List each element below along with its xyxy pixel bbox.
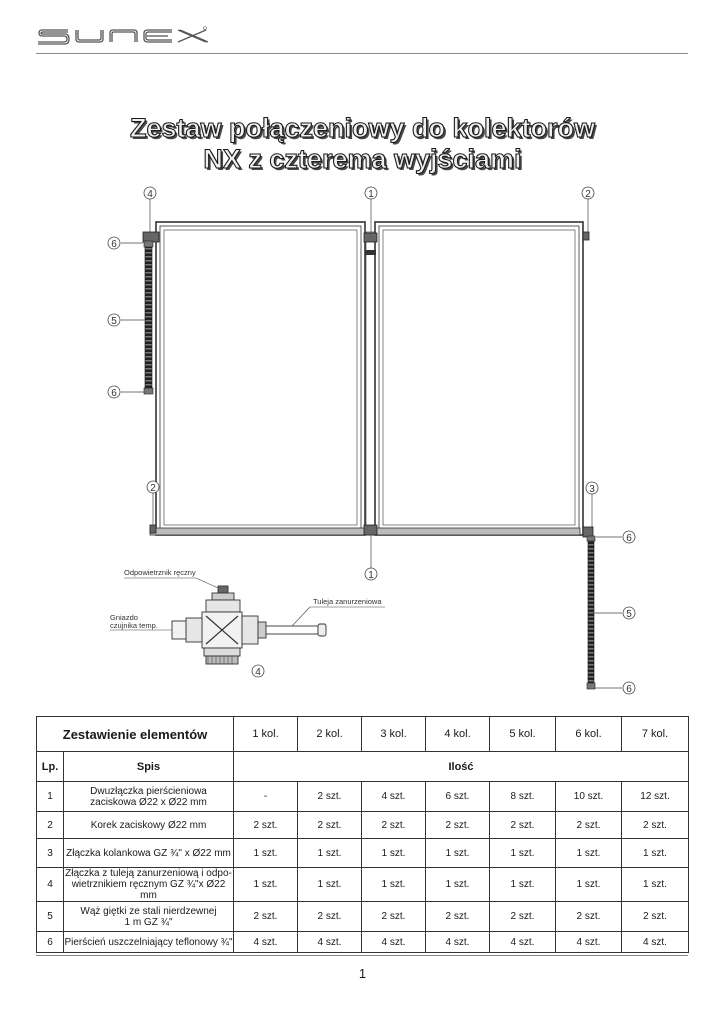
qty-cell: 1 szt. (490, 868, 556, 902)
qty-cell: 12 szt. (622, 782, 689, 812)
fitting-top-left (143, 232, 159, 242)
elbow-bottom-right (583, 527, 593, 537)
callout-6-right-bottom-text: 6 (626, 684, 632, 695)
callout-6-mid-text: 6 (111, 388, 117, 399)
qty-cell: 2 szt. (426, 812, 490, 839)
label-sensor-1: Gniazdo (110, 613, 138, 622)
qty-cell: 1 szt. (556, 839, 622, 868)
coupling-bottom-middle (364, 525, 377, 535)
col-header: 6 kol. (556, 717, 622, 752)
qty-cell: 2 szt. (556, 812, 622, 839)
callout-2-top-text: 2 (585, 189, 591, 200)
col-header: 2 kol. (298, 717, 362, 752)
label-sensor-2: czujnika temp. (110, 621, 158, 630)
table-row (37, 902, 689, 932)
qty-cell: 4 szt. (234, 932, 298, 953)
qty-cell: 4 szt. (490, 932, 556, 953)
footer-divider (36, 955, 688, 956)
qty-cell: 4 szt. (362, 782, 426, 812)
fitting-detail (172, 586, 326, 664)
page-number: 1 (358, 966, 367, 981)
qty-cell: 1 szt. (556, 868, 622, 902)
qty-cell: 4 szt. (426, 932, 490, 953)
qty-cell: 6 szt. (426, 782, 490, 812)
qty-cell: 4 szt. (362, 932, 426, 953)
qty-cell: 2 szt. (490, 812, 556, 839)
row-lp: 6 (37, 932, 64, 953)
middle-bracket (365, 250, 376, 255)
qty-cell: 2 szt. (298, 902, 362, 932)
row-lp: 5 (37, 902, 64, 932)
qty-cell: - (234, 782, 298, 812)
label-vent: Odpowietrznik ręczny (124, 568, 196, 577)
qty-cell: 2 szt. (622, 812, 689, 839)
qty-cell: 1 szt. (234, 839, 298, 868)
row-desc-line: Wąż giętki ze stali nierdzewnej (80, 905, 217, 917)
table-header-row (37, 717, 689, 752)
collector-right (375, 222, 583, 535)
qty-cell: 2 szt. (622, 902, 689, 932)
row-desc (64, 902, 234, 932)
qty-cell: 1 szt. (298, 839, 362, 868)
title-line-1: Zestaw połączeniowy do kolektorów (129, 113, 596, 143)
qty-cell: 2 szt. (362, 902, 426, 932)
qty-cell: 1 szt. (622, 868, 689, 902)
col-spis: Spis (64, 752, 234, 782)
qty-cell: 1 szt. (622, 839, 689, 868)
row-desc-line: Złączka z tuleją zanurzeniową i odpo- (65, 868, 232, 879)
callout-5-upper-text: 5 (111, 316, 117, 327)
row-desc-line: 1 m GZ ¾" (124, 916, 173, 928)
qty-cell: 1 szt. (362, 868, 426, 902)
table-title: Zestawienie elementów (37, 717, 234, 752)
title-line-2: NX z czterema wyjściami (203, 144, 522, 174)
qty-cell: 1 szt. (426, 868, 490, 902)
row-desc: Korek zaciskowy Ø22 mm (64, 812, 234, 839)
row-desc (64, 782, 234, 812)
col-header: 5 kol. (490, 717, 556, 752)
col-lp: Lp. (37, 752, 64, 782)
callout-4-top-text: 4 (147, 189, 153, 200)
callout-1-bottom-text: 1 (368, 570, 374, 581)
table-row (37, 812, 689, 839)
qty-cell: 2 szt. (234, 902, 298, 932)
row-lp: 4 (37, 868, 64, 902)
qty-cell: 1 szt. (490, 839, 556, 868)
col-header: 7 kol. (622, 717, 689, 752)
qty-cell: 2 szt. (234, 812, 298, 839)
hose-right (588, 540, 594, 683)
row-lp: 2 (37, 812, 64, 839)
qty-cell: 4 szt. (556, 932, 622, 953)
middle-gap (366, 232, 375, 528)
qty-cell: 1 szt. (362, 839, 426, 868)
qty-cell: 1 szt. (234, 868, 298, 902)
row-desc-line: zaciskowa Ø22 x Ø22 mm (90, 796, 207, 808)
row-lp: 1 (37, 782, 64, 812)
callout-3-right-text: 3 (589, 484, 595, 495)
callout-2-left-text: 2 (150, 483, 156, 494)
row-desc: Pierścień uszczelniający teflonowy ¾" (64, 932, 234, 953)
qty-cell: 2 szt. (426, 902, 490, 932)
qty-cell: 2 szt. (490, 902, 556, 932)
plug-bottom-left (150, 525, 156, 533)
col-header: 3 kol. (362, 717, 426, 752)
qty-cell: 2 szt. (298, 812, 362, 839)
label-sleeve: Tuleja zanurzeniowa (313, 597, 382, 606)
qty-cell: 10 szt. (556, 782, 622, 812)
qty-cell: 4 szt. (622, 932, 689, 953)
table-row (37, 782, 689, 812)
table-row (37, 839, 689, 868)
callout-6-right-top-text: 6 (626, 533, 632, 544)
table-subheader-row (37, 752, 689, 782)
qty-cell: 2 szt. (298, 782, 362, 812)
row-desc (64, 868, 234, 902)
col-header: 4 kol. (426, 717, 490, 752)
parts-table (36, 716, 689, 953)
row-desc-line: wietrznikiem ręcznym GZ ¾"x Ø22 mm (71, 879, 226, 901)
qty-cell: 2 szt. (556, 902, 622, 932)
coupling-top-middle (364, 233, 377, 242)
row-desc-line: Dwuzłączka pierścieniowa (90, 785, 207, 797)
table-row (37, 868, 689, 902)
plug-top-right (583, 232, 589, 240)
row-lp: 3 (37, 839, 64, 868)
collector-left (156, 222, 365, 535)
qty-cell: 2 szt. (362, 812, 426, 839)
callout-4-detail-text: 4 (255, 667, 261, 678)
table-row (37, 932, 689, 953)
qty-cell: 8 szt. (490, 782, 556, 812)
row-desc: Złączka kolankowa GZ ¾" x Ø22 mm (64, 839, 234, 868)
col-header: 1 kol. (234, 717, 298, 752)
callout-5-right-text: 5 (626, 609, 632, 620)
qty-cell: 1 szt. (426, 839, 490, 868)
hose-left (145, 246, 152, 388)
callout-1-top-text: 1 (368, 189, 374, 200)
qty-cell: 4 szt. (298, 932, 362, 953)
qty-cell: 1 szt. (298, 868, 362, 902)
callout-6-upper-text: 6 (111, 239, 117, 250)
col-ilosc: Ilość (234, 752, 689, 782)
